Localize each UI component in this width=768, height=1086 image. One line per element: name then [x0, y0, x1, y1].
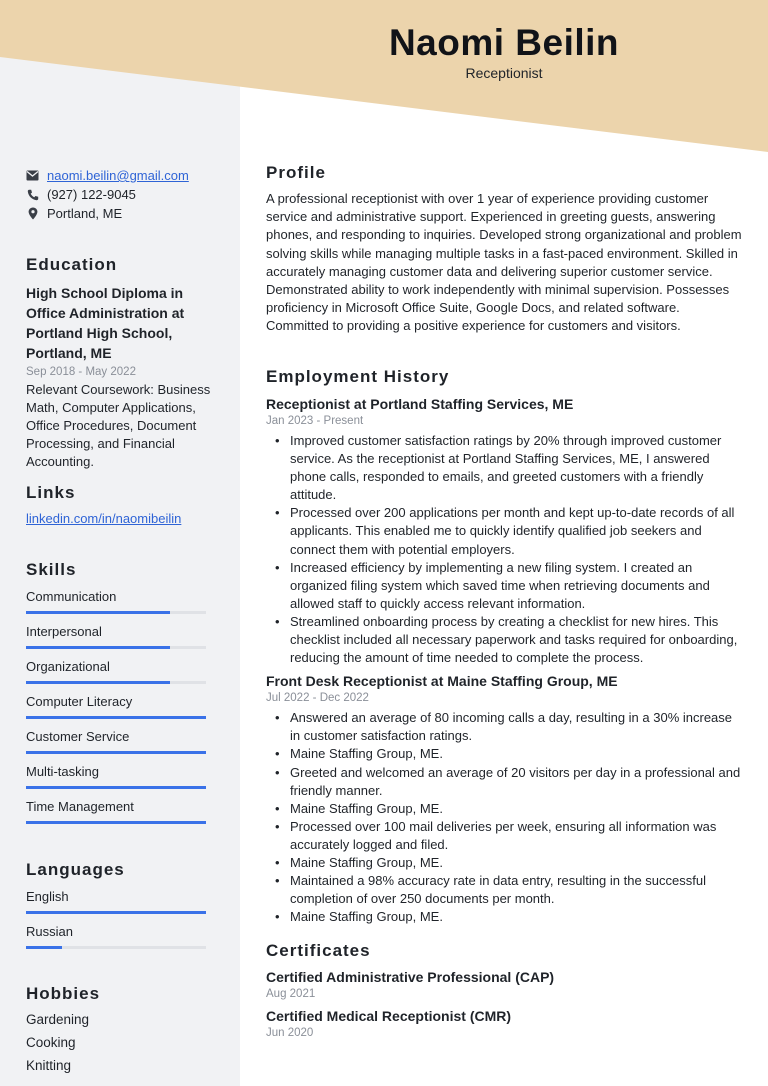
hobbies-section: [26, 984, 216, 1081]
skill-item: [26, 693, 216, 728]
contact-list: [26, 166, 216, 223]
employment-heading: Employment History: [266, 367, 450, 386]
education-degree: High School Diploma in Office Administration at Portland High School, Portland, ME: [26, 285, 185, 361]
hobbies-heading: Hobbies: [26, 984, 101, 1003]
profile-text: A professional receptionist with over 1 year of experience providing customer service and administrative support. Experienced in greeting guests, answering phones, and responding to inquiries. Developed strong organizational and problem solving skills while managing multiple tasks in a fast-paced environment. Skilled in accurately managing customer data and delivering superior customer service. Demonstrated ability to work independently with minimal supervision. Possesses proficiency in Microsoft Office Suite, Google Docs, and related software. Committed to providing a positive experience for customers and visitors.: [266, 191, 742, 334]
job-bullet: • Increased efficiency by implementing a new filing system. I created an organized filing system which saved time when retrieving documents and allowed staff to quickly access relevant information.: [266, 559, 742, 613]
language-bar-fill: [26, 946, 62, 949]
skill-item: [26, 728, 216, 763]
resume-role: Receptionist: [465, 65, 543, 81]
education-description: Relevant Coursework: Business Math, Computer Applications, Office Procedures, Document Processing, and Financial Accounting.: [26, 382, 211, 469]
skill-bar-fill: [26, 611, 170, 614]
language-bar-fill: [26, 911, 206, 914]
skill-bar-fill: [26, 786, 206, 789]
skill-bar-fill: [26, 681, 170, 684]
certificate-title: Certified Administrative Professional (CAP): [266, 969, 555, 985]
links-heading: Links: [26, 483, 76, 502]
skill-bar-fill: [26, 716, 206, 719]
contact-location: [26, 204, 216, 223]
skill-item: [26, 623, 216, 658]
skill-bar-fill: [26, 751, 206, 754]
job-bullet: • Greeted and welcomed an average of 20 visitors per day in a professional and friendly manner.: [266, 764, 742, 800]
job-dates: Jul 2022 - Dec 2022: [266, 692, 369, 705]
language-label: Russian: [26, 924, 73, 939]
certificate-date: Jun 2020: [266, 1027, 314, 1039]
education-heading: Education: [26, 255, 118, 274]
skill-bar: [26, 646, 206, 649]
job-bullet: • Maintained a 98% accuracy rate in data entry, resulting in the successful completion of over 250 documents per month.: [266, 872, 742, 908]
skills-heading: Skills: [26, 560, 77, 579]
profile-section: [266, 163, 742, 336]
skill-bar: [26, 681, 206, 684]
skill-label: Communication: [26, 589, 117, 604]
profile-heading: Profile: [266, 163, 326, 182]
links-section: [26, 483, 216, 526]
skill-item: [26, 798, 216, 833]
job-bullet: • Maine Staffing Group, ME.: [266, 908, 742, 926]
job-bullets: [266, 432, 742, 667]
hobby-item: Gardening: [26, 1012, 90, 1027]
job-bullet: • Streamlined onboarding process by creating a checklist for new hires. This checklist included all necessary paperwork and tasks required for onboarding, reducing the amount of time needed to complete the process.: [266, 613, 742, 667]
certificates-heading: Certificates: [266, 941, 371, 960]
skill-bar: [26, 751, 206, 754]
hobby-item: Cooking: [26, 1035, 76, 1050]
job-entry: [266, 396, 742, 667]
languages-heading: Languages: [26, 860, 125, 879]
job-bullet: • Answered an average of 80 incoming calls a day, resulting in a 30% increase in customer satisfaction ratings.: [266, 709, 742, 745]
skill-label: Organizational: [26, 659, 110, 674]
language-bar: [26, 911, 206, 914]
education-dates: Sep 2018 - May 2022: [26, 366, 136, 378]
contact-email: [26, 166, 216, 185]
skill-label: Customer Service: [26, 729, 130, 744]
job-bullet: • Improved customer satisfaction ratings by 20% through improved customer service. As the receptionist at Portland Staffing Services, ME, I answered phone calls, responded to emails, and greeted customers with a friendly attitude.: [266, 432, 742, 504]
location-pin-icon: [26, 207, 39, 220]
contact-phone: [26, 185, 216, 204]
resume-name: Naomi Beilin: [388, 22, 620, 63]
hobby-item: Knitting: [26, 1058, 72, 1073]
job-title: Front Desk Receptionist at Maine Staffing Group, ME: [266, 673, 618, 690]
certificate-title: Certified Medical Receptionist (CMR): [266, 1008, 512, 1024]
certificate-item: [266, 969, 742, 1000]
job-title: Receptionist at Portland Staffing Services, ME: [266, 396, 574, 412]
education-section: [26, 255, 216, 471]
languages-section: [26, 860, 216, 958]
skill-bar-fill: [26, 646, 170, 649]
job-bullet: • Maine Staffing Group, ME.: [266, 745, 742, 763]
envelope-icon: [26, 169, 39, 182]
skills-section: [26, 560, 216, 833]
location-text: Portland, ME: [47, 206, 123, 221]
job-dates: Jan 2023 - Present: [266, 415, 364, 427]
job-bullet: • Maine Staffing Group, ME.: [266, 800, 742, 818]
job-bullet: • Maine Staffing Group, ME.: [266, 854, 742, 872]
language-label: English: [26, 889, 69, 904]
phone-number: (927) 122-9045: [47, 187, 136, 202]
job-bullets: [266, 709, 742, 926]
employment-section: [266, 367, 742, 926]
language-bar: [26, 946, 206, 949]
skill-bar: [26, 716, 206, 719]
phone-icon: [26, 188, 39, 201]
job-bullet: • Processed over 100 mail deliveries per week, ensuring all information was accurately logged and filed.: [266, 818, 742, 854]
skill-bar-fill: [26, 821, 206, 824]
skill-bar: [26, 821, 206, 824]
skill-label: Interpersonal: [26, 624, 102, 639]
email-link[interactable]: naomi.beilin@gmail.com: [47, 168, 189, 183]
skill-item: [26, 763, 216, 798]
skill-item: [26, 658, 216, 693]
certificate-item: [266, 1008, 742, 1039]
job-entry: [266, 673, 742, 926]
skill-label: Multi-tasking: [26, 764, 99, 779]
certificate-date: Aug 2021: [266, 988, 316, 1000]
job-bullet: • Processed over 200 applications per month and kept up-to-date records of all applicants. This enabled me to quickly identify qualified job seekers and connect them with potential employers.: [266, 504, 742, 558]
skill-label: Computer Literacy: [26, 694, 133, 709]
skill-item: [26, 588, 216, 623]
linkedin-link[interactable]: linkedin.com/in/naomibeilin: [26, 511, 182, 526]
certificates-section: [266, 941, 742, 1039]
language-item: [26, 888, 216, 923]
language-item: [26, 923, 216, 958]
skill-label: Time Management: [26, 799, 134, 814]
skill-bar: [26, 611, 206, 614]
skill-bar: [26, 786, 206, 789]
